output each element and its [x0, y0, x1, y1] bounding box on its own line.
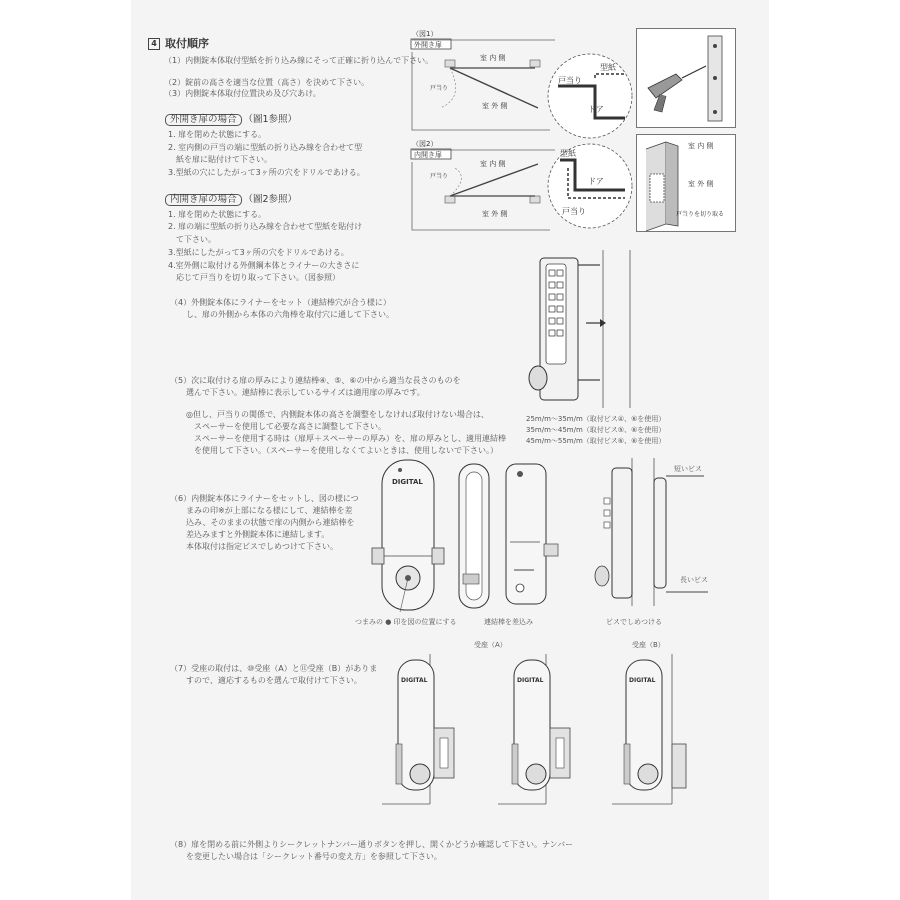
receiver-a-label: 受座（A） [474, 641, 507, 649]
step-5-line: （5）次に取付ける扉の厚みにより連結棒④、⑤、⑥の中から適当な長さのものを [170, 376, 461, 385]
fig2-zoom-paper: 型紙 [560, 149, 576, 158]
section-number: 4 [148, 38, 160, 50]
step-4-line: （4）外側錠本体にライナーをセット（連結棒穴が合う様に） [170, 298, 391, 307]
caption-long-screw: 長いビス [680, 576, 708, 584]
step-6-line: まみの印※が上部になる様にして、連結棒を差 [170, 506, 353, 515]
keypad-door-diagram [518, 250, 638, 410]
step-5-line: スペーサーを使用して必要な高さに調整して下さい。 [170, 422, 386, 431]
fig2-inside: 室 内 側 [480, 160, 506, 168]
caption-knob: つまみの ● 印を図の位置にする [355, 618, 457, 626]
fig1-zoom-stop: 戸当り [558, 76, 582, 85]
outward-heading [165, 114, 297, 126]
fig1-stop: 戸当り [430, 85, 449, 92]
brand-label: DIGITAL [392, 478, 423, 486]
outward-step: 2. 室内側の戸当の端に型紙の折り込み線を合わせて型 [168, 143, 363, 152]
cut-stop-sketch [636, 134, 736, 232]
rod-size-row: 25m/m〜35m/m（取付ビス④、⑥を使用） [526, 415, 666, 423]
step-4-line: し、扉の外側から本体の六角棒を取付穴に通して下さい。 [170, 310, 394, 319]
inward-step: 3.型紙にしたがって3ヶ所の穴をドリルであける。 [168, 248, 349, 257]
step-6-line: 差込みますと外側錠本体に連結します。 [170, 530, 330, 539]
brand-label: DIGITAL [629, 677, 656, 684]
inward-step: 応じて戸当りを切り取って下さい。（図参照） [168, 273, 340, 282]
fig1-tag: 外開き扉 [414, 41, 442, 49]
outward-ref: （圖1参照） [243, 114, 298, 125]
fig2-stop: 戸当り [430, 173, 449, 180]
section-heading [148, 38, 209, 50]
caption-screw: ビスでしめつける [606, 618, 662, 626]
fig2-tag: 内開き扉 [414, 151, 442, 159]
step-5-line: スペーサーを使用する時は（扉厚＋スペーサーの厚み）を、扉の厚みとし、適用連結棒 [170, 434, 506, 443]
receiver-diagram-3 [612, 654, 702, 814]
inward-ref: （圖2参照） [243, 194, 298, 205]
fig2-zoom-stop: 戸当り [562, 207, 586, 216]
screw-fastening-diagram [592, 458, 712, 608]
fig2-label: （図2） [412, 140, 438, 148]
receiver-diagram-1 [382, 654, 472, 814]
section-title: 取付順序 [165, 37, 209, 50]
intro-line: （2）錠前の高さを適当な位置（高さ）を決めて下さい。 [164, 78, 370, 87]
cut-outside: 室 外 側 [688, 180, 714, 188]
step-6-line: （6）内側錠本体にライナーをセットし、図の様につ [170, 494, 359, 503]
caption-short-screw: 短いビス [674, 465, 702, 473]
liner-plate [455, 462, 495, 612]
fig1-inside: 室 内 側 [480, 54, 506, 62]
step-6-line: 込み、そのままの状態で扉の内側から連結棒を [170, 518, 355, 527]
fig1-label: （図1） [412, 30, 438, 38]
step-5-line: を使用して下さい。（スペーサーを使用しなくてよいときは、使用しないで下さい。） [170, 446, 498, 455]
step-7-line: （7）受座の取付は、⑩受座（A）と⑪受座（B）がありま [170, 664, 378, 673]
step-5-line: ◎但し、戸当りの関係で、内側錠本体の高さを調整をしなければ取付けない場合は、 [170, 410, 489, 419]
drill-sketch [636, 28, 736, 128]
inward-step: 2. 扉の端に型紙の折り込み線を合わせて型紙を貼付け [168, 222, 363, 231]
fig1-outside: 室 外 側 [482, 102, 508, 110]
brand-label: DIGITAL [401, 677, 428, 684]
step-8-line: を変更したい場合は「シークレット番号の変え方」を参照して下さい。 [170, 852, 442, 861]
step-5-line: 選んで下さい。連結棒に表示しているサイズは適用扉の厚みです。 [170, 388, 425, 397]
rod-size-row: 45m/m〜55m/m（取付ビス⑥、⑥を使用） [526, 437, 666, 445]
fig1-zoom-paper: 型紙 [600, 63, 616, 72]
outward-step: 紙を扉に貼付けて下さい。 [168, 155, 272, 164]
receiver-diagram-2 [498, 654, 588, 814]
inward-step: 4.室外側に取付ける外側鋼本体とライナーの大きさに [168, 261, 360, 270]
fig2-zoom-door: ドア [588, 177, 604, 186]
step-6-line: 本体取付は指定ビスでしめつけて下さい。 [170, 542, 338, 551]
inside-lock-front [370, 460, 450, 630]
outward-step: 1. 扉を閉めた状態にする。 [168, 130, 267, 139]
inward-step: て下さい。 [168, 235, 216, 244]
inward-heading [165, 194, 297, 206]
caption-rod: 連結棒を差込み [484, 618, 533, 626]
figure-1-outward-door [410, 28, 630, 133]
outward-title: 外開き扉の場合 [165, 114, 242, 126]
rod-size-row: 35m/m〜45m/m（取付ビス⑤、⑥を使用） [526, 426, 666, 434]
inward-step: 1. 扉を閉めた状態にする。 [168, 210, 267, 219]
inward-title: 内開き扉の場合 [165, 194, 242, 206]
fig1-zoom-door: ドア [588, 105, 604, 114]
rod-insert-diagram [500, 462, 570, 612]
intro-line: （3）内側錠本体取付位置決め及び穴あけ。 [164, 89, 321, 98]
step-8-line: （8）扉を閉める前に外側よりシークレットナンバー通りボタンを押し、開くかどうか確認して下さい。ナンバー [170, 840, 574, 849]
outward-step: 3.型紙の穴にしたがって3ヶ所の穴をドリルであける。 [168, 168, 365, 177]
fig2-outside: 室 外 側 [482, 210, 508, 218]
intro-line: （1）内側錠本体取付型紙を折り込み線にそって正確に折り込んで下さい。 [164, 56, 434, 65]
cut-note: 戸当りを切り取る [676, 211, 725, 218]
brand-label: DIGITAL [517, 677, 544, 684]
figure-2-inward-door [410, 138, 630, 233]
step-7-line: すので、適応するものを選んで取付けて下さい。 [170, 676, 362, 685]
cut-inside: 室 内 側 [688, 142, 714, 150]
receiver-b-label: 受座（B） [632, 641, 665, 649]
